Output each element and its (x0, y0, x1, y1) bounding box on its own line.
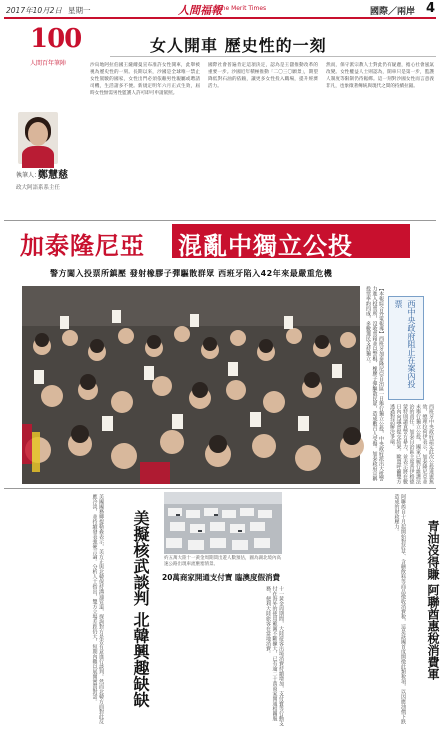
pullquote-text: 西中央政府阻止在案內投票 (394, 300, 416, 388)
newspaper-logo-en: The Merit Times (218, 5, 267, 12)
column-body-2: 國際社會普遍肯定這項決定，認為是王儲推動改革的重要一步。沙國近年積極推動「二〇三〇願景」，期望降低對石油的依賴，讓更多女性投入職場，提升經濟活力。 (208, 63, 318, 89)
anniversary-badge-caption: 人間百年筆陣 (30, 60, 67, 67)
feature-subhead: 警方闖入投票所鎮壓 發射橡膠子彈驅散群眾 西班牙陷入42年來最嚴重危機 (50, 269, 333, 278)
author-name: 鄭慧慈 (38, 170, 68, 181)
alipay-body: 十一黃金周期間，大陸遊客出境消費持續增加，支付寶等行動支付在海外的使用範圍不斷擴大，已有逾二十萬商家開通相關服務，便利大陸旅客在當地消費。 (265, 586, 284, 726)
alipay-headline: 20萬商家開通支付寶 臨澳度假消費 (162, 573, 281, 582)
column-title: 女人開車 歷史性的一刻 (150, 36, 327, 55)
author-label: 執筆人： (16, 172, 41, 179)
feature-headline-main: 混亂中獨立公投 (178, 231, 353, 260)
feature-headline-banner (172, 224, 410, 258)
column-body-1: 沙烏地阿拉伯國王薩爾曼宣布准許女性開車，此舉被視為歷史性的一刻。長期以來，沙國是全球唯一禁止女性駕駛的國家，女性出門必須依賴男性親屬或聘請司機，生活諸多不便。新規定明年六月正式生效，屆時女性無需男性監護人許可即可申請駕照。 (90, 63, 200, 96)
issue-weekday: 星期一 (68, 6, 91, 15)
page-number: 4 (426, 1, 436, 16)
traffic-photo (164, 492, 282, 554)
traffic-photo-caption: 約五萬大陸十一黃金周期間出遊人數預估，圖為湖北境內高速公路出現車流壅塞情景。 (164, 556, 281, 567)
feature-headline-region: 加泰隆尼亞 (20, 231, 145, 260)
masthead-rule (4, 17, 436, 19)
anniversary-badge-number: 100 (30, 24, 82, 54)
nk-headline: 美擬核武談判 北韓興趣缺缺 (131, 510, 150, 708)
author-title: 政大阿語系系主任 (16, 185, 61, 191)
section-name: 國際／兩岸 (370, 7, 416, 17)
feature-sidebar-text: 【本報綜合外電報導】西班牙加泰隆尼亞自治區一日舉行獨立公投，中央政府派出大批警力進入投票所，沒收票箱並以警棍、橡膠子彈驅散民眾，造成數百人受傷。加泰政府宣稱投票率約四成，多數選民支持獨立。 (365, 286, 384, 481)
newspaper-logo: 人間福報 (178, 4, 222, 17)
issue-date: 2017年10月2日 (6, 6, 62, 15)
nk-article-body: 美國國務卿提勒森表示，美方正與北韓保持溝通管道，探詢對方是否有意進行談判。然而北韓方面對此反應冷淡，並持續發表強硬言論。分析人士指出，雙方立場差距仍大，短期內難以展開實質對話。 (91, 494, 104, 724)
crowd-photo (22, 286, 360, 484)
column-title-rule (110, 56, 436, 57)
uae-article-body: 阿聯酋自十月起開始對菸草、含糖飲料等商品徵收消費稅，這是該國首度開徵此類稅項，以因應油價下跌造成的財政壓力。 (393, 494, 406, 724)
column-body-3: 然而，保守派宗教人士對此仍有疑慮，擔心社會風氣改變。女性權益人士則認為，開車只是第一步，監護人制度等限制仍待鬆綁。這一刻對沙國女性而言意義非凡，也象徵著傳統與現代之間的持續拉鋸。 (326, 63, 434, 89)
section-divider (4, 220, 436, 221)
lower-divider (4, 488, 436, 489)
author-portrait (18, 112, 58, 164)
uae-headline: 青油沒得賺 阿聯酋惠稅消費軍 (426, 520, 440, 681)
feature-body: 西班牙中央政府認定此次公投違憲無效，總理拉荷伊表示，加泰隆尼亞並未舉行獨立公投，國家已履行維護法治的責任。加泰自治區主席普伊格德蒙特則譴責警方暴力，並表示將在數日內向議會提交結果。歐盟呼籲雙方透過對話解決爭端。 (389, 404, 434, 484)
